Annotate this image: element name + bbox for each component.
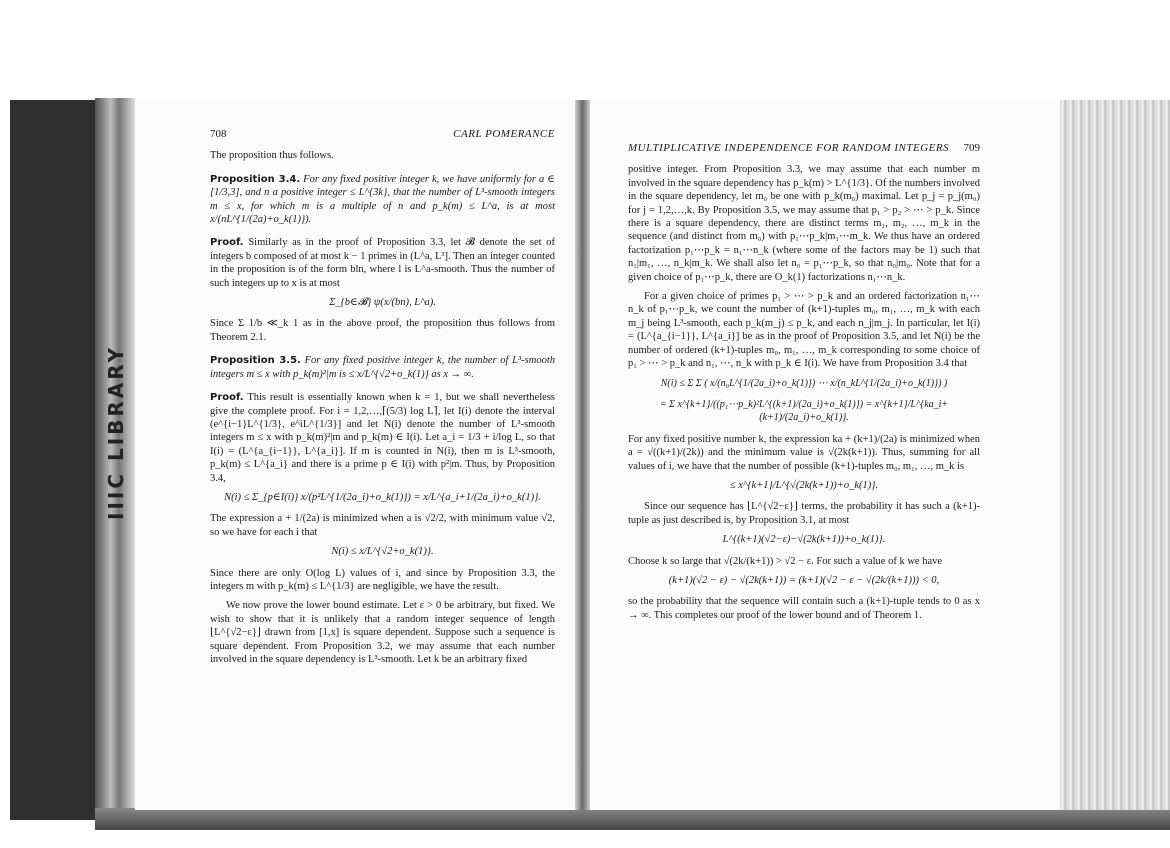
- spine-library-stamp: IIIC LIBRARY: [104, 344, 128, 520]
- display-eq-1: Σ_{b∈𝓑} ψ(x/(bn), L^a).: [329, 297, 436, 309]
- proposition-3-5: [210, 354, 555, 381]
- right-para-2: For a given choice of primes p₁ > ⋯ > p_k and an ordered factorization n₁⋯n_k of p₁⋯p_k, we count the number of (k+1)-tuples m₀, m₁, …, m_k with each m_j being L³-smooth, each p_k(m_j) ≤ p_k, and each n_j|m_j. In particular, let I(i) = (L^{a_{i−1}}, L^{a_i}] be as in the proof of Proposition 3.5, and let N(i) be the number of ordered (k+1)-tuples m₀, m₁, …, m_k corresponding to some choice of p₁ > ⋯ > p_k and n₁, ⋯, n_k with p_k ∈ I(i). We have from Proposition 3.4 that: [628, 291, 980, 370]
- left-page-text: [210, 128, 555, 672]
- right-running-head: MULTIPLICATIVE INDEPENDENCE FOR RANDOM INTEGERS: [628, 142, 950, 154]
- proof34-text: Similarly as in the proof of Proposition 3.3, let 𝓑 denote the set of integers b composed of at most k − 1 primes in (L^a, L³]. Then an integer counted in the proposition is of the form bln, where l is L^a-smooth. Thus the number of such integers up to x is at most: [210, 237, 555, 289]
- right-page: [590, 100, 1060, 810]
- prop34-text: For any fixed positive integer k, we have uniformly for a ∈ [1/3,3], and n a positive integer ≤ L^{3k}, that the number of L³-smooth integers m ≤ x, for which m is a multiple of n and p_k(m) ≤ L^a, is at most x/(nL^{1/(2a)+o_k(1)}).: [210, 173, 556, 226]
- right-para-5: Choose k so large that √(2k/(k+1)) > √2 − ε. For such a value of k we have: [628, 555, 943, 567]
- proposition-3-4: [210, 173, 555, 227]
- right-page-text: [628, 142, 980, 628]
- intro-sentence: The proposition thus follows.: [210, 150, 334, 162]
- right-header: [628, 142, 980, 155]
- book-spine-shadow: [10, 100, 95, 820]
- display-eq-7: (k+1)(√2 − ε) − √(2k(k+1)) = (k+1)(√2 − ε − √(2k/(k+1))) < 0,: [668, 574, 940, 586]
- left-running-head: CARL POMERANCE: [453, 128, 555, 140]
- display-eq-4b: = Σ x^{k+1}/((p₁⋯p_k)²L^{(k+1)/(2a_i)+o_k(1)}) = x^{k+1}/L^{ka_i+(k+1)/(2a_i)+o_k(1)}.: [659, 398, 949, 424]
- page-edge-stack: [1060, 100, 1170, 810]
- prop35-text: For any fixed positive integer k, the number of L³-smooth integers m ≤ x with p_k(m)²|m is ≤ x/L^{√2+o_k(1)} as x → ∞.: [210, 355, 556, 380]
- left-header: [210, 128, 555, 141]
- proof35-text: This result is essentially known when k = 1, but we shall nevertheless give the complete proof. For i = 1,2,…,⌈(5/3) log L⌉, let I(i) denote the interval (e^{i−1}L^{1/3}, e^iL^{1/3}] and let N(i) denote the number of L³-smooth integers m ≤ x with p_k(m)²|m and p_k(m) ∈ I(i). Let a_i = 1/3 + i/log L, so that I(i) = (L^{a_{i−1}}, L^{a_i}]. If m is counted in N(i), then m is L³-smooth, p_k(m) ≤ L^{a_i} and there is a prime p ∈ I(i) with p²|m. Thus, by Proposition 3.4,: [210, 392, 555, 484]
- display-eq-5: ≤ x^{k+1}/L^{√(2k(k+1))+o_k(1)}.: [729, 479, 879, 491]
- proof-3-5: [210, 391, 555, 485]
- page-bottom-shadow: [95, 808, 1170, 830]
- after-display-1: Since Σ 1/b ≪_k 1 as in the above proof, the proposition thus follows from Theorem 2.1.: [210, 318, 555, 343]
- after-display-2: The expression a + 1/(2a) is minimized when a is √2/2, with minimum value √2, so we have for each i that: [210, 513, 555, 538]
- final-paragraph: We now prove the lower bound estimate. Let ε > 0 be arbitrary, but fixed. We wish to show that it is unlikely that a random integer sequence of length ⌊L^{√2−ε}⌋ drawn from [1,x] is square dependent. Suppose such a sequence is square dependent. From Proposition 3.2, we may assume that each number involved in the square dependency is L³-smooth. Let k be an arbitrary fixed: [210, 600, 555, 665]
- right-page-number: 709: [963, 142, 980, 154]
- display-eq-3: N(i) ≤ x/L^{√2+o_k(1)}.: [331, 546, 434, 558]
- proof35-label: Proof.: [210, 392, 244, 404]
- display-eq-4a: N(i) ≤ Σ Σ ( x/(n₀L^{1/(2a_i)+o_k(1)}) ⋯ x/(n_kL^{1/(2a_i)+o_k(1)}) ): [660, 377, 948, 389]
- scan-background: [0, 0, 1170, 100]
- proof-3-4: [210, 236, 555, 290]
- proof34-label: Proof.: [210, 237, 244, 249]
- right-para-6: so the probability that the sequence will contain such a (k+1)-tuple tends to 0 as x → ∞. This completes our proof of the lower bound and of Theorem 1.: [628, 596, 980, 621]
- display-eq-6: L^{(k+1)(√2−ε)−√(2k(k+1))+o_k(1)}.: [722, 534, 886, 546]
- display-eq-2: N(i) ≤ Σ_{p∈I(i)} x/(p²L^{1/(2a_i)+o_k(1)}) = x/L^{a_i+1/(2a_i)+o_k(1)}.: [224, 491, 541, 503]
- after-display-3: Since there are only O(log L) values of i, and since by Proposition 3.3, the integers m with p_k(m) ≤ L^{1/3} are negligible, we have the result.: [210, 567, 555, 592]
- right-para-4: Since our sequence has ⌊L^{√2−ε}⌋ terms, the probability it has such a (k+1)-tuple as just described is, by Proposition 3.1, at most: [628, 501, 980, 526]
- prop34-label: Proposition 3.4.: [210, 173, 301, 185]
- right-para-3: For any fixed positive number k, the expression ka + (k+1)/(2a) is minimized when a = √((k+1)/(2k)) and the minimum value is √(2k(k+1)). Thus, summing for all values of i, we have that the number of possible (k+1)-tuples m₀, m₁, …, m_k is: [628, 433, 980, 472]
- right-para-1: positive integer. From Proposition 3.3, we may assume that each number m involved in the square dependency has p_k(m) > L^{1/3}. Of the numbers involved in the square dependency, let m₀ be one with p_k(m₀) maximal. Let p_j = p_j(m₀) for j = 1,2,…,k. By Proposition 3.5, we may assume that p₁ > p₂ > ⋯ > p_k. Since there is a square dependency, there are distinct terms m₁, m₂, …, m_k in the sequence (and distinct from m₀) with p₁⋯p_k|m₁⋯m_k. We thus have an ordered factorization p₁⋯p_k = n₁⋯n_k (where some of the factors may be 1) such that n₁|m₁, …, n_k|m_k. We shall also let n₀ = p₁⋯p_k, so that n₀|m₀. Note that for a given choice of p₁⋯p_k, there are O_k(1) factorizations n₁⋯n_k.: [628, 164, 980, 283]
- left-page: [135, 100, 575, 810]
- page-gutter: [575, 100, 590, 810]
- left-page-number: 708: [210, 128, 227, 140]
- prop35-label: Proposition 3.5.: [210, 355, 301, 367]
